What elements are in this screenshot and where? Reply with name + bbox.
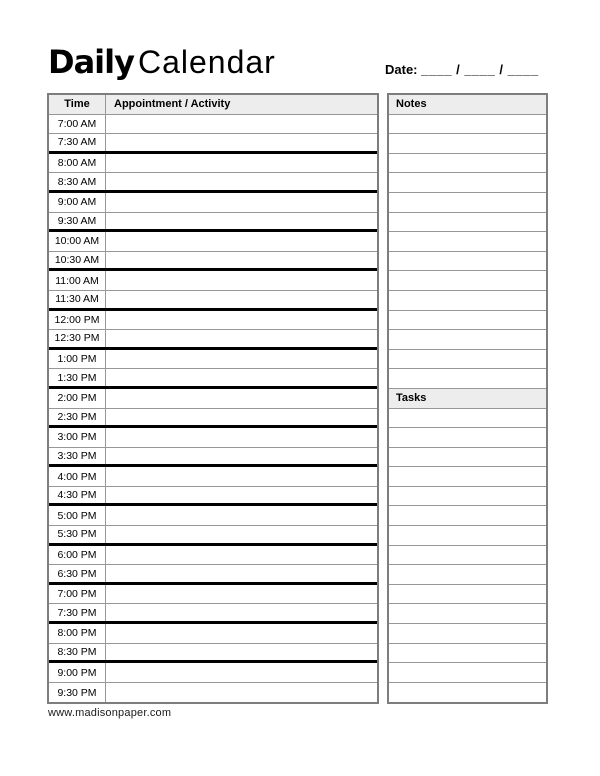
time-label: 11:30 AM	[49, 291, 106, 308]
title-word-calendar: Calendar	[137, 44, 276, 80]
appointment-cell	[106, 232, 377, 251]
appointment-cell	[106, 291, 377, 308]
tasks-blank-row	[389, 644, 546, 664]
appointment-cell	[106, 487, 377, 504]
time-slot-row	[49, 585, 377, 605]
time-label: 10:00 AM	[49, 232, 106, 251]
notes-blank-row	[389, 350, 546, 370]
time-label: 11:00 AM	[49, 271, 106, 290]
time-slot-row	[49, 330, 377, 350]
time-label: 9:30 AM	[49, 213, 106, 230]
time-slot-row	[49, 683, 377, 703]
time-label: 9:30 PM	[49, 683, 106, 703]
time-label: 8:00 AM	[49, 154, 106, 173]
appointment-cell	[106, 252, 377, 269]
tasks-blank-row	[389, 428, 546, 448]
appointment-cell	[106, 311, 377, 330]
appointment-cell	[106, 585, 377, 604]
notes-blank-row	[389, 369, 546, 389]
time-slot-row	[49, 487, 377, 507]
tasks-blank-row	[389, 546, 546, 566]
appointment-cell	[106, 526, 377, 543]
appointment-cell	[106, 173, 377, 190]
notes-rows	[389, 115, 546, 389]
time-slot-row	[49, 154, 377, 174]
time-label: 12:30 PM	[49, 330, 106, 347]
notes-blank-row	[389, 330, 546, 350]
notes-blank-row	[389, 115, 546, 135]
time-slot-row	[49, 173, 377, 193]
page-title	[48, 44, 276, 80]
tasks-blank-row	[389, 506, 546, 526]
time-slot-row	[49, 252, 377, 272]
date-blanks: ____ / ____ / ____	[421, 62, 539, 77]
time-slot-row	[49, 526, 377, 546]
time-label: 4:00 PM	[49, 467, 106, 486]
time-slot-row	[49, 565, 377, 585]
time-label: 2:30 PM	[49, 409, 106, 426]
appointment-cell	[106, 213, 377, 230]
appointment-cell	[106, 644, 377, 661]
appointment-cell	[106, 389, 377, 408]
time-slot-row	[49, 663, 377, 683]
time-slot-row	[49, 389, 377, 409]
appointment-cell	[106, 115, 377, 134]
appointment-cell	[106, 193, 377, 212]
tasks-blank-row	[389, 683, 546, 703]
time-slot-row	[49, 467, 377, 487]
appointment-cell	[106, 448, 377, 465]
activity-column-header: Appointment / Activity	[114, 98, 231, 111]
time-column-header: Time	[49, 95, 106, 114]
time-label: 7:30 PM	[49, 604, 106, 621]
tasks-blank-row	[389, 487, 546, 507]
time-slot-row	[49, 311, 377, 331]
time-label: 5:00 PM	[49, 506, 106, 525]
notes-blank-row	[389, 154, 546, 174]
time-label: 7:30 AM	[49, 134, 106, 151]
appointment-cell	[106, 624, 377, 643]
notes-blank-row	[389, 311, 546, 331]
time-slot-row	[49, 291, 377, 311]
time-label: 1:30 PM	[49, 369, 106, 386]
time-label: 3:00 PM	[49, 428, 106, 447]
appointment-cell	[106, 369, 377, 386]
notes-tasks-panel	[387, 93, 548, 704]
footer	[48, 707, 171, 719]
schedule-body	[49, 115, 377, 703]
tasks-blank-row	[389, 526, 546, 546]
time-label: 6:00 PM	[49, 546, 106, 565]
appointment-cell	[106, 683, 377, 703]
time-label: 8:30 AM	[49, 173, 106, 190]
appointment-cell	[106, 506, 377, 525]
appointment-cell	[106, 271, 377, 290]
appointment-cell	[106, 428, 377, 447]
time-label: 6:30 PM	[49, 565, 106, 582]
tasks-blank-row	[389, 663, 546, 683]
schedule-header-row	[49, 95, 377, 115]
notes-blank-row	[389, 271, 546, 291]
time-label: 9:00 AM	[49, 193, 106, 212]
date-label: Date:	[385, 62, 418, 77]
appointment-cell	[106, 154, 377, 173]
appointment-cell	[106, 409, 377, 426]
time-slot-row	[49, 115, 377, 135]
appointment-cell	[106, 350, 377, 369]
time-label: 3:30 PM	[49, 448, 106, 465]
time-slot-row	[49, 213, 377, 233]
time-slot-row	[49, 409, 377, 429]
time-label: 4:30 PM	[49, 487, 106, 504]
notes-header: Notes	[389, 95, 546, 115]
time-slot-row	[49, 604, 377, 624]
tasks-blank-row	[389, 448, 546, 468]
tasks-blank-row	[389, 624, 546, 644]
time-slot-row	[49, 428, 377, 448]
time-slot-row	[49, 134, 377, 154]
appointment-cell	[106, 604, 377, 621]
time-label: 1:00 PM	[49, 350, 106, 369]
time-label: 2:00 PM	[49, 389, 106, 408]
time-slot-row	[49, 624, 377, 644]
notes-blank-row	[389, 173, 546, 193]
tasks-blank-row	[389, 467, 546, 487]
time-slot-row	[49, 232, 377, 252]
tasks-blank-row	[389, 565, 546, 585]
notes-blank-row	[389, 193, 546, 213]
time-label: 8:00 PM	[49, 624, 106, 643]
time-label: 7:00 AM	[49, 115, 106, 134]
appointment-cell	[106, 663, 377, 682]
tasks-blank-row	[389, 604, 546, 624]
notes-blank-row	[389, 134, 546, 154]
time-slot-row	[49, 350, 377, 370]
schedule-table	[47, 93, 379, 704]
time-slot-row	[49, 271, 377, 291]
date-line	[385, 62, 539, 77]
time-slot-row	[49, 193, 377, 213]
notes-blank-row	[389, 213, 546, 233]
appointment-cell	[106, 565, 377, 582]
time-label: 8:30 PM	[49, 644, 106, 661]
time-label: 5:30 PM	[49, 526, 106, 543]
tasks-rows	[389, 409, 546, 703]
time-label: 12:00 PM	[49, 311, 106, 330]
tasks-blank-row	[389, 409, 546, 429]
appointment-cell	[106, 467, 377, 486]
time-slot-row	[49, 369, 377, 389]
appointment-cell	[106, 546, 377, 565]
time-slot-row	[49, 506, 377, 526]
time-label: 9:00 PM	[49, 663, 106, 682]
website-url: www.madisonpaper.com	[48, 707, 172, 719]
tasks-blank-row	[389, 585, 546, 605]
time-label: 10:30 AM	[49, 252, 106, 269]
title-word-daily: Daily	[48, 43, 134, 81]
appointment-cell	[106, 330, 377, 347]
notes-blank-row	[389, 232, 546, 252]
appointment-cell	[106, 134, 377, 151]
time-slot-row	[49, 546, 377, 566]
tasks-header: Tasks	[389, 389, 546, 409]
time-slot-row	[49, 448, 377, 468]
notes-blank-row	[389, 252, 546, 272]
time-slot-row	[49, 644, 377, 664]
time-label: 7:00 PM	[49, 585, 106, 604]
notes-blank-row	[389, 291, 546, 311]
